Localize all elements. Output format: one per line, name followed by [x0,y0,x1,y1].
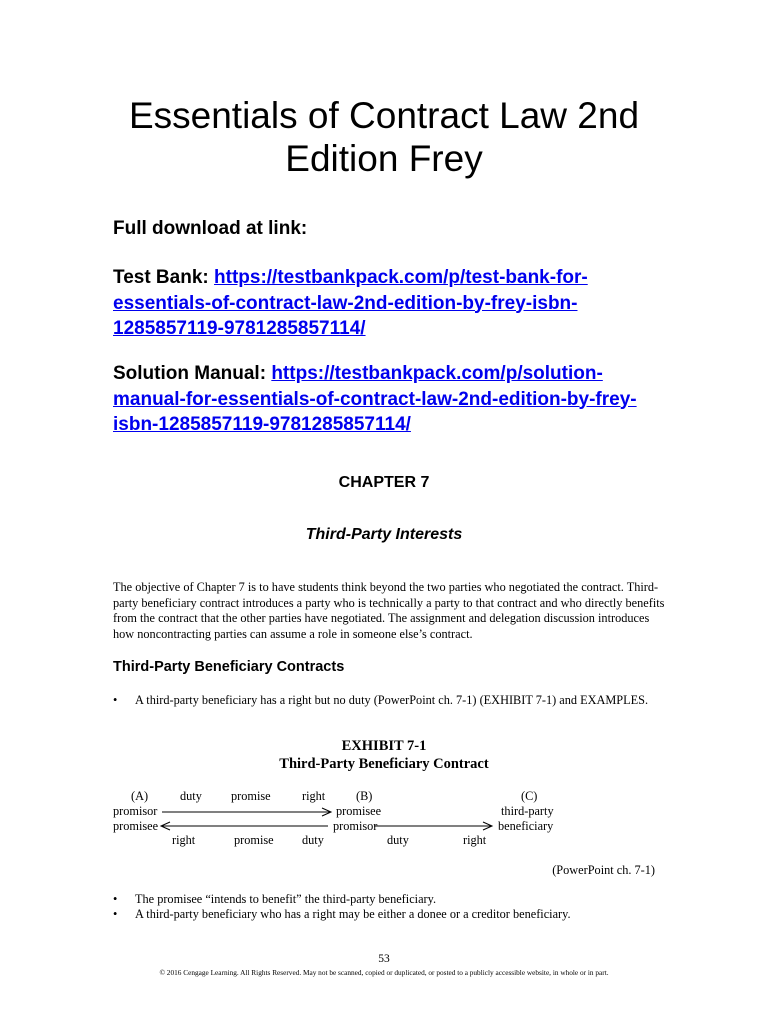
arrow-right-icon [374,822,492,830]
duty-label: duty [387,833,409,847]
section-heading: Third-Party Beneficiary Contracts [113,659,345,675]
arrow-left-icon [161,822,328,830]
powerpoint-reference: (PowerPoint ch. 7-1) [552,863,655,877]
bullet-icon: • [113,693,118,707]
duty-label: duty [180,789,202,803]
right-label: right [302,789,326,803]
bullet-item [113,907,673,922]
chapter-subtitle: Third-Party Interests [305,526,463,543]
page-number: 53 [378,953,390,965]
test-bank-label: Test Bank: [113,267,215,288]
party-b-label: (B) [356,789,373,803]
test-bank-link[interactable]: https://testbankpack.com/p/test-bank-for-essentials-of-contract-law-2nd-edition-by-frey-isbn-1285857119-9781285857114/ [113,267,588,339]
bullet-text: A third-party beneficiary has a right but no duty (PowerPoint ch. 7-1) (EXHIBIT 7-1) and EXAMPLES. [135,693,649,707]
third-party-label: third-party [501,804,554,818]
right-label: right [463,833,487,847]
full-download-label: Full download at link: [113,218,308,239]
bullet-item [113,693,673,708]
duty-label: duty [302,833,324,847]
beneficiary-label: beneficiary [498,819,554,833]
promise-label: promise [231,789,271,803]
solution-manual-line [113,361,673,438]
promise-label: promise [234,833,274,847]
document-title: Essentials of Contract Law 2nd Edition Frey [128,95,640,179]
exhibit-title: Third-Party Beneficiary Contract [279,756,489,772]
promisor-label: promisor [333,819,378,833]
bullet-item [113,892,673,907]
test-bank-line [113,265,673,342]
party-a-label: (A) [131,789,149,803]
exhibit-number: EXHIBIT 7-1 [341,738,427,754]
solution-manual-label: Solution Manual: [113,363,272,384]
arrow-right-icon [162,808,331,816]
party-c-label: (C) [521,789,538,803]
solution-manual-link[interactable]: https://testbankpack.com/p/solution-manual-for-essentials-of-contract-law-2nd-edition-by-frey-isbn-1285857119-9781285857114/ [113,363,637,435]
bullet-icon: • [113,907,118,921]
objective-paragraph: The objective of Chapter 7 is to have students think beyond the two parties who negotiated the contract. Third-party beneficiary contract introduces a party who is technically a party to that contract and who directly benefits from the contract that the other parties have negotiated. The assignment and delegation discussion introduces how noncontracting parties can assume a role in someone else’s contract. [113,580,665,641]
right-label: right [172,833,196,847]
promisee-label: promisee [113,819,159,833]
copyright-notice: © 2016 Cengage Learning. All Rights Reserved. May not be scanned, copied or duplicated, or posted to a publicly accessible website, in whole or in part. [159,968,609,977]
bullet-text: The promisee “intends to benefit” the third-party beneficiary. [135,892,437,906]
promisee-label: promisee [336,804,382,818]
chapter-heading: CHAPTER 7 [338,474,430,491]
promisor-label: promisor [113,804,158,818]
bullet-icon: • [113,892,118,906]
bullet-text: A third-party beneficiary who has a right may be either a donee or a creditor beneficiary. [135,907,571,921]
